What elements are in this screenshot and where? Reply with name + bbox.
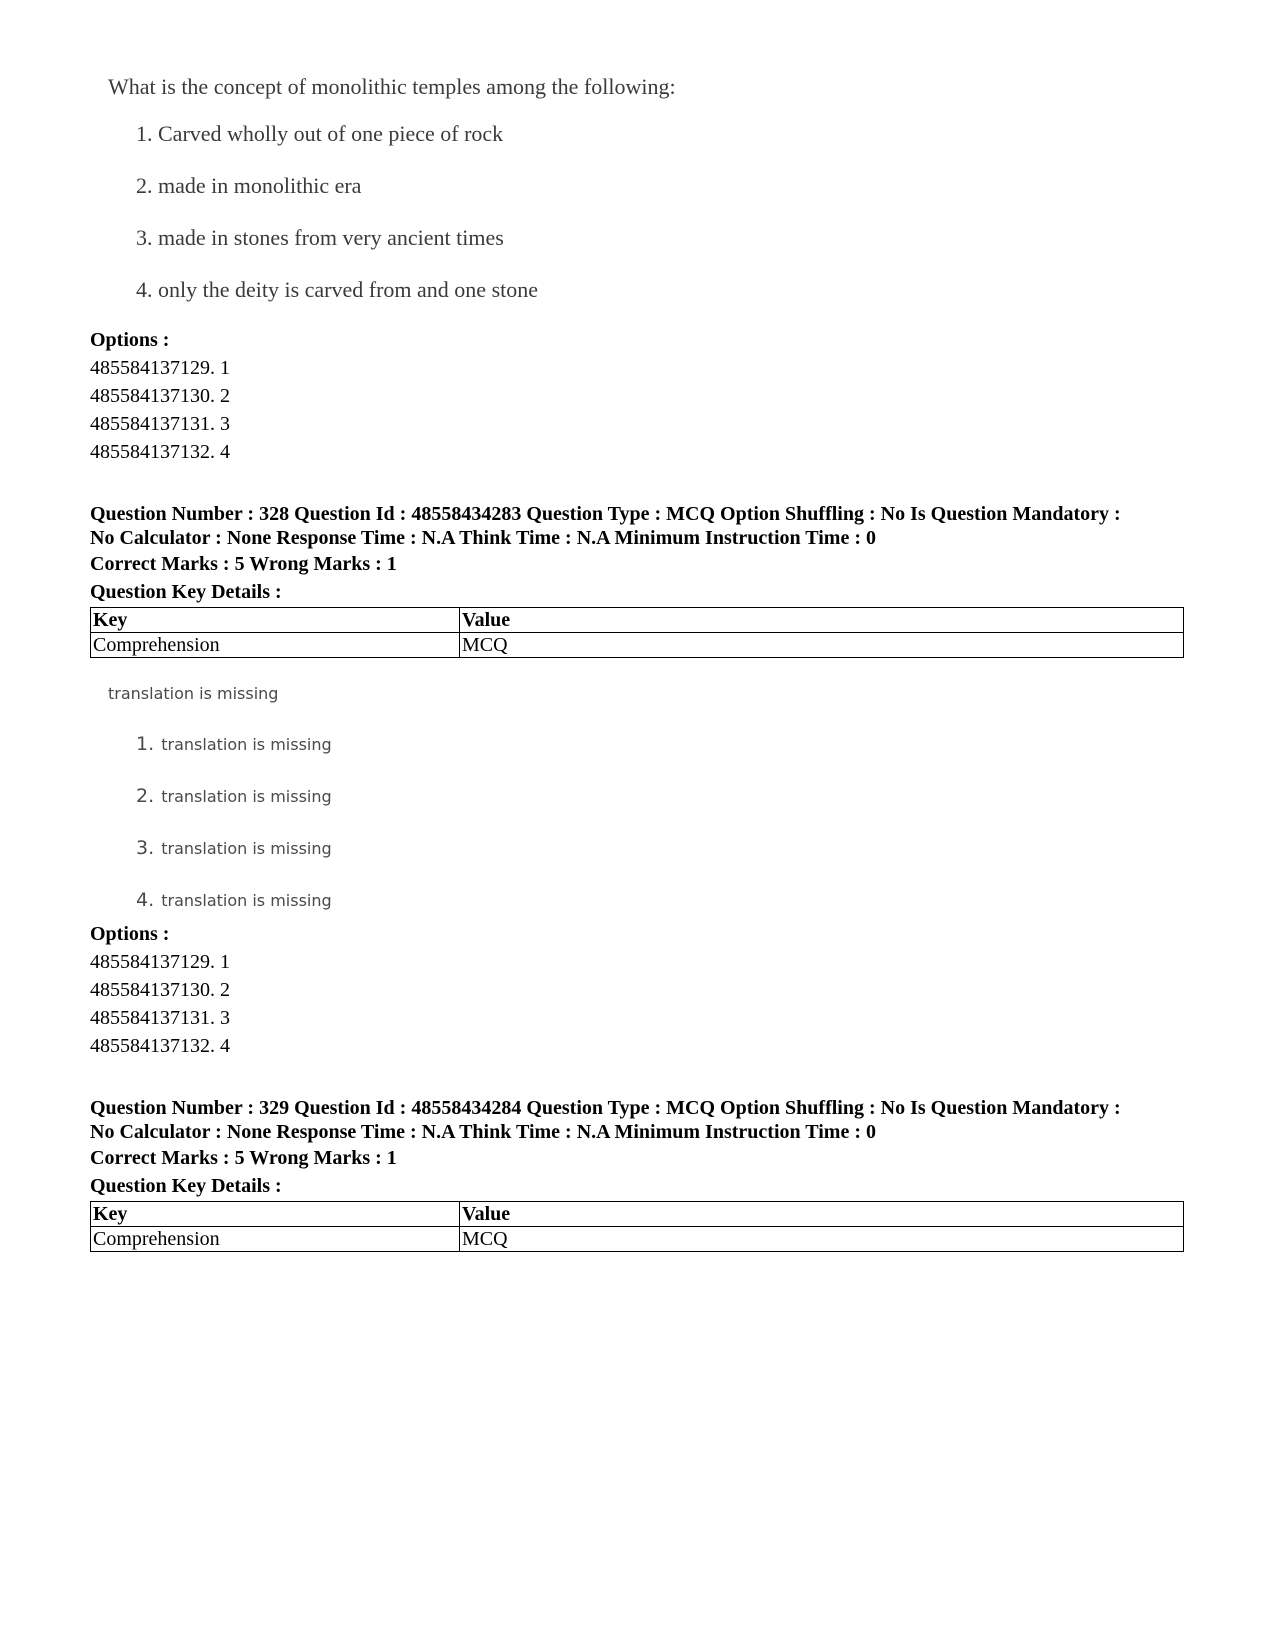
question-item: 4. only the deity is carved from and one stone xyxy=(136,277,539,302)
question-meta-line: Question Number : 328 Question Id : 48558434283 Question Type : MCQ Option Shuffling : No Is Question Mandatory : xyxy=(90,503,1121,525)
question-text: What is the concept of monolithic temples among the following: xyxy=(108,74,676,99)
item-text: translation is missing xyxy=(161,891,332,910)
question-meta-line: No Calculator : None Response Time : N.A Think Time : N.A Minimum Instruction Time : 0 xyxy=(90,527,876,549)
question-item: 3. made in stones from very ancient times xyxy=(136,225,504,250)
option-item: 485584137129. 1 xyxy=(90,951,230,973)
question-header-328 xyxy=(90,502,1190,658)
item-text: translation is missing xyxy=(161,735,332,754)
question-image-328 xyxy=(108,682,508,940)
table-row xyxy=(91,633,1184,658)
marks-line: Correct Marks : 5 Wrong Marks : 1 xyxy=(90,553,397,575)
question-image-327 xyxy=(108,70,748,316)
key-details-label: Question Key Details : xyxy=(90,1175,282,1197)
options-block-327 xyxy=(90,326,1190,466)
table-cell-value: MCQ xyxy=(460,633,1184,658)
question-item xyxy=(108,836,508,888)
question-meta-line: Question Number : 329 Question Id : 48558434284 Question Type : MCQ Option Shuffling : No Is Question Mandatory : xyxy=(90,1097,1121,1119)
table-header-value: Value xyxy=(460,608,1184,633)
question-meta-line: No Calculator : None Response Time : N.A Think Time : N.A Minimum Instruction Time : 0 xyxy=(90,1121,876,1143)
option-item: 485584137130. 2 xyxy=(90,979,230,1001)
item-number: 1. xyxy=(136,733,155,755)
key-details-table xyxy=(90,607,1184,658)
item-text: translation is missing xyxy=(161,839,332,858)
options-block-328 xyxy=(90,920,1190,1060)
question-item xyxy=(108,784,508,836)
item-number: 2. xyxy=(136,785,155,807)
option-item: 485584137131. 3 xyxy=(90,1007,230,1029)
option-item: 485584137129. 1 xyxy=(90,357,230,379)
table-header-row xyxy=(91,1202,1184,1227)
key-details-label: Question Key Details : xyxy=(90,581,282,603)
option-item: 485584137132. 4 xyxy=(90,1035,230,1057)
table-header-key: Key xyxy=(91,1202,460,1227)
option-item: 485584137132. 4 xyxy=(90,441,230,463)
item-number: 4. xyxy=(136,889,155,911)
question-item: 1. Carved wholly out of one piece of rock xyxy=(136,121,504,146)
question-item: 2. made in monolithic era xyxy=(136,173,362,198)
question-header-329 xyxy=(90,1096,1190,1252)
table-header-key: Key xyxy=(91,608,460,633)
marks-line: Correct Marks : 5 Wrong Marks : 1 xyxy=(90,1147,397,1169)
item-number: 3. xyxy=(136,837,155,859)
question-text: translation is missing xyxy=(108,684,279,703)
options-label: Options : xyxy=(90,329,170,351)
question-item xyxy=(108,732,508,784)
table-cell-key: Comprehension xyxy=(91,1227,460,1252)
table-header-row xyxy=(91,608,1184,633)
key-details-table xyxy=(90,1201,1184,1252)
options-label: Options : xyxy=(90,923,170,945)
table-cell-key: Comprehension xyxy=(91,633,460,658)
option-item: 485584137130. 2 xyxy=(90,385,230,407)
option-item: 485584137131. 3 xyxy=(90,413,230,435)
table-header-value: Value xyxy=(460,1202,1184,1227)
table-cell-value: MCQ xyxy=(460,1227,1184,1252)
item-text: translation is missing xyxy=(161,787,332,806)
table-row xyxy=(91,1227,1184,1252)
